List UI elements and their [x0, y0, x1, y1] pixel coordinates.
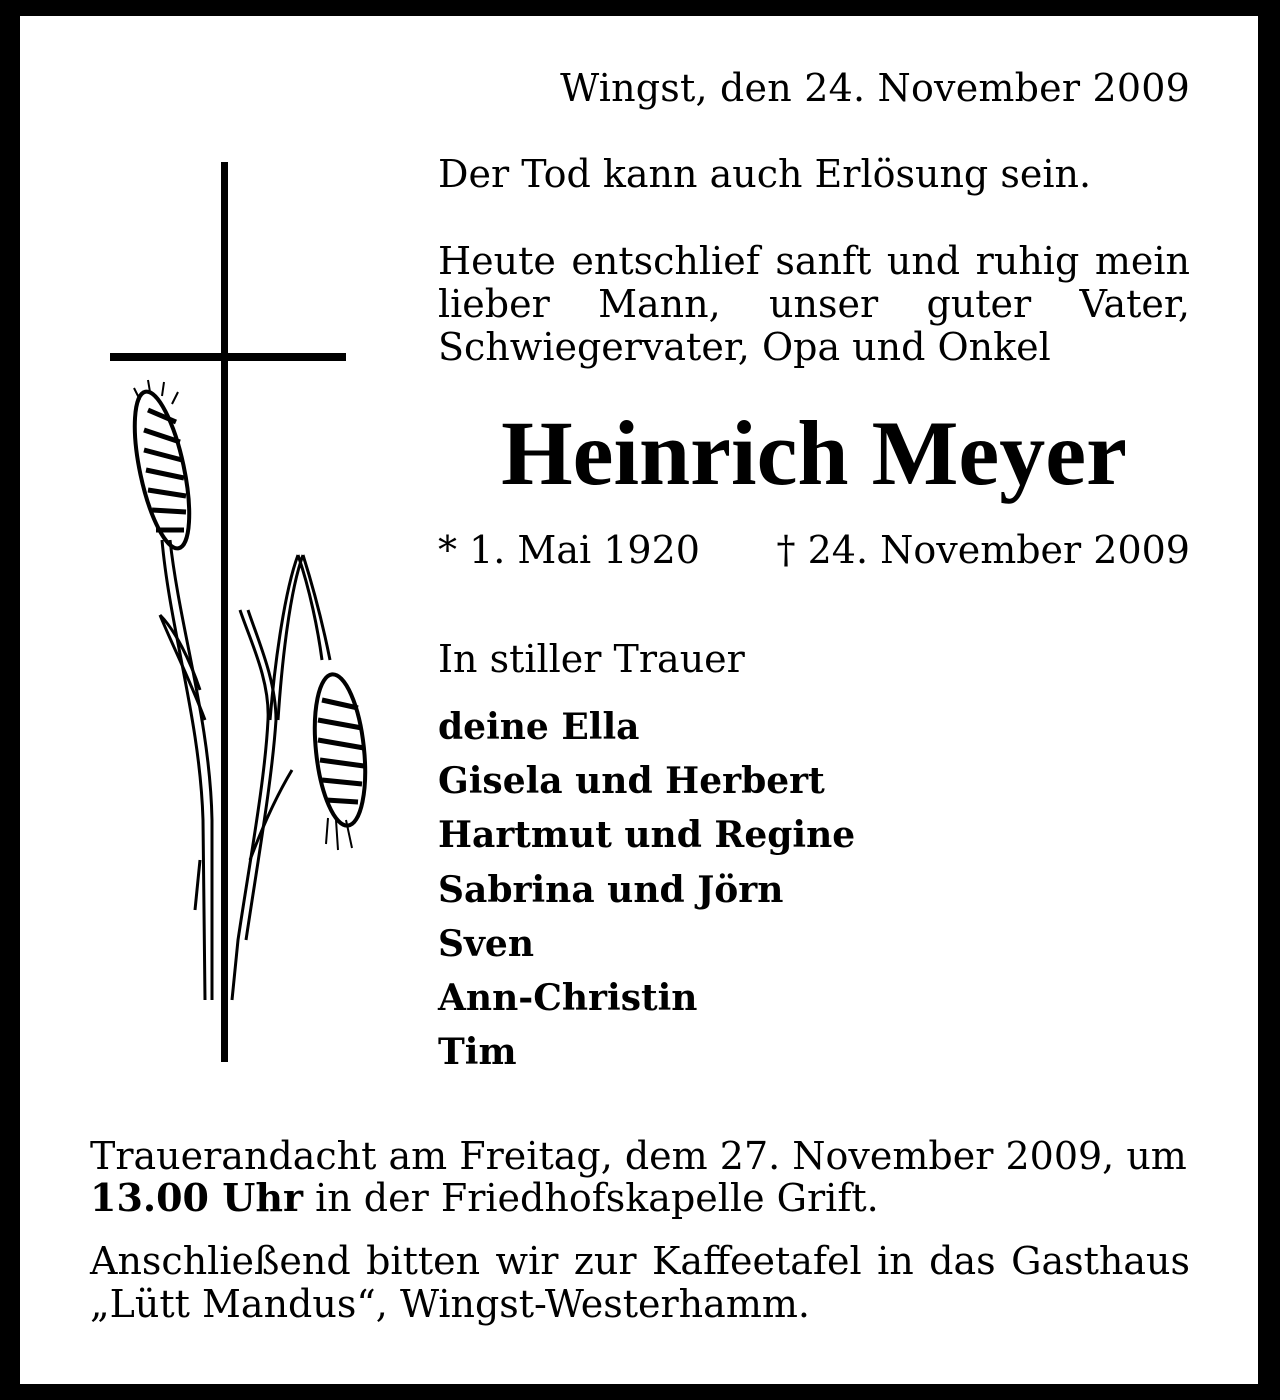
- service-info: [90, 1135, 1190, 1219]
- mourner-item: Tim: [438, 1031, 517, 1074]
- wheat-left-icon: [160, 540, 212, 1000]
- mourner-item: deine Ella: [438, 706, 640, 748]
- wheat-left-ear: [124, 380, 200, 553]
- mourner-item: Gisela und Herbert: [438, 760, 825, 803]
- mourner-item: Hartmut und Regine: [438, 814, 856, 857]
- wheat-right-ear: [308, 672, 372, 850]
- service-text: Trauerandacht am Freitag, dem 27. November 2009, um: [90, 1134, 1187, 1178]
- mourners-list: [438, 700, 855, 1079]
- mourner-item: Sabrina und Jörn: [438, 868, 784, 911]
- birth-date: * 1. Mai 1920: [438, 528, 700, 572]
- wheat-middle-icon: [232, 555, 330, 1000]
- mourning-intro: In stiller Trauer: [438, 637, 745, 681]
- mourner-item: Ann-Christin: [438, 976, 698, 1019]
- deceased-name: Heinrich Meyer: [501, 402, 1127, 504]
- cross-with-wheat-icon: [100, 160, 390, 1070]
- service-location: in der Friedhofskapelle Grift.: [303, 1176, 879, 1220]
- announcement: Heute entschlief sanft und ruhig mein lieber Mann, unser guter Vater, Schwiegervater, Opa und Onkel: [438, 239, 1190, 369]
- reception-info: Anschließend bitten wir zur Kaffeetafel in das Gasthaus „Lütt Mandus“, Wingst-Westerhamm.: [90, 1239, 1190, 1326]
- cross-vertical-bar: [221, 162, 228, 1062]
- cross-horizontal-bar: [110, 353, 346, 361]
- mourner-item: Sven: [438, 922, 534, 965]
- place-date: Wingst, den 24. November 2009: [560, 66, 1190, 110]
- death-date: † 24. November 2009: [776, 528, 1190, 572]
- service-time: 13.00 Uhr: [90, 1175, 304, 1220]
- quote: Der Tod kann auch Erlösung sein.: [438, 152, 1092, 196]
